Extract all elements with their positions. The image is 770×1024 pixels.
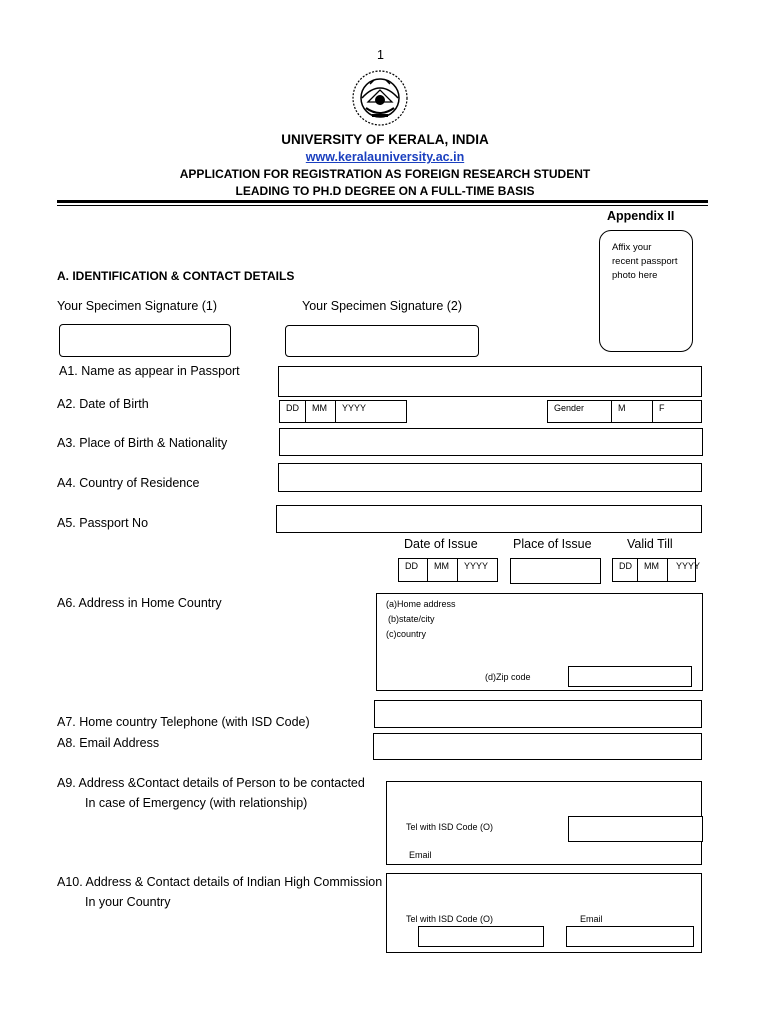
high-commission-box[interactable] [386,873,702,953]
emergency-contact-box[interactable] [386,781,702,865]
a8-label: A8. Email Address [57,736,160,750]
a10-tel-field[interactable] [418,926,544,947]
passport-number-field[interactable] [276,505,702,533]
valid-till-field[interactable] [612,558,701,582]
dob-yyyy[interactable]: YYYY [342,403,367,413]
section-a-title: A. IDENTIFICATION & CONTACT DETAILS [57,269,295,283]
header-divider-thin [57,205,708,206]
gender-field[interactable] [547,400,702,423]
signature2-label: Your Specimen Signature (2) [302,299,463,313]
signature1-field[interactable] [59,324,231,357]
university-name: UNIVERSITY OF KERALA, INDIA [281,132,489,147]
photo-box-line1: Affix your [612,242,652,253]
photo-box-line2: recent passport [612,256,678,267]
zip-code-label: (d)Zip code [485,672,531,682]
university-seal-logo [350,68,410,128]
a9-tel-field[interactable] [568,816,703,842]
a10-email-field[interactable] [566,926,694,947]
passport-name-field[interactable] [278,366,702,397]
issue-dd[interactable]: DD [399,559,428,581]
a10-tel-label: Tel with ISD Code (O) [406,914,494,924]
a9-label-line2: In case of Emergency (with relationship) [85,796,308,810]
university-website-link[interactable]: www.keralauniversity.ac.in [305,150,465,164]
issue-yyyy[interactable]: YYYY [464,561,489,571]
dob-field[interactable] [279,400,407,423]
valid-yyyy[interactable]: YYYY [676,561,701,571]
a1-label: A1. Name as appear in Passport [59,364,240,378]
gender-f-option[interactable]: F [659,403,665,413]
home-telephone-field[interactable] [374,700,702,728]
a3-label: A3. Place of Birth & Nationality [57,436,228,450]
valid-dd[interactable]: DD [613,559,638,581]
home-address-label: (a)Home address [386,599,456,609]
date-of-issue-label: Date of Issue [404,537,478,551]
a5-label: A5. Passport No [57,516,149,530]
country-label: (c)country [386,629,427,639]
a9-label-line1: A9. Address &Contact details of Person to be contacted [57,776,365,790]
country-residence-field[interactable] [278,463,702,492]
place-of-issue-field[interactable] [510,558,601,584]
a10-label-line2: In your Country [85,895,171,909]
a7-label: A7. Home country Telephone (with ISD Code) [57,715,310,729]
photo-box-line3: photo here [612,270,658,281]
header-divider-thick [57,200,708,203]
page-number: 1 [377,48,384,62]
gender-m-option[interactable]: M [612,401,653,422]
a10-label-line1: A10. Address & Contact details of Indian High Commission [57,875,383,889]
a4-label: A4. Country of Residence [57,476,200,490]
place-of-issue-label: Place of Issue [513,537,592,551]
signature1-label: Your Specimen Signature (1) [57,299,218,313]
valid-till-label: Valid Till [627,537,673,551]
a9-tel-label: Tel with ISD Code (O) [406,822,494,832]
a2-label: A2. Date of Birth [57,397,149,411]
zip-code-field[interactable] [568,666,692,687]
date-of-issue-field[interactable] [398,558,498,582]
form-title-line1: APPLICATION FOR REGISTRATION AS FOREIGN RESEARCH STUDENT [179,167,591,181]
a10-email-label: Email [580,914,603,924]
state-city-label: (b)state/city [388,614,435,624]
form-title-line2: LEADING TO PH.D DEGREE ON A FULL-TIME BASIS [235,184,535,198]
dob-dd[interactable]: DD [280,401,306,422]
home-address-box[interactable] [376,593,703,691]
birthplace-nationality-field[interactable] [279,428,703,456]
signature2-field[interactable] [285,325,479,357]
appendix-label: Appendix II [607,209,675,223]
passport-photo-box[interactable] [599,230,693,352]
email-address-field[interactable] [373,733,702,760]
issue-mm[interactable]: MM [428,559,458,581]
valid-mm[interactable]: MM [638,559,668,581]
gender-label: Gender [548,401,612,422]
a6-label: A6. Address in Home Country [57,596,222,610]
dob-mm[interactable]: MM [306,401,336,422]
a9-email-label: Email [409,850,432,860]
